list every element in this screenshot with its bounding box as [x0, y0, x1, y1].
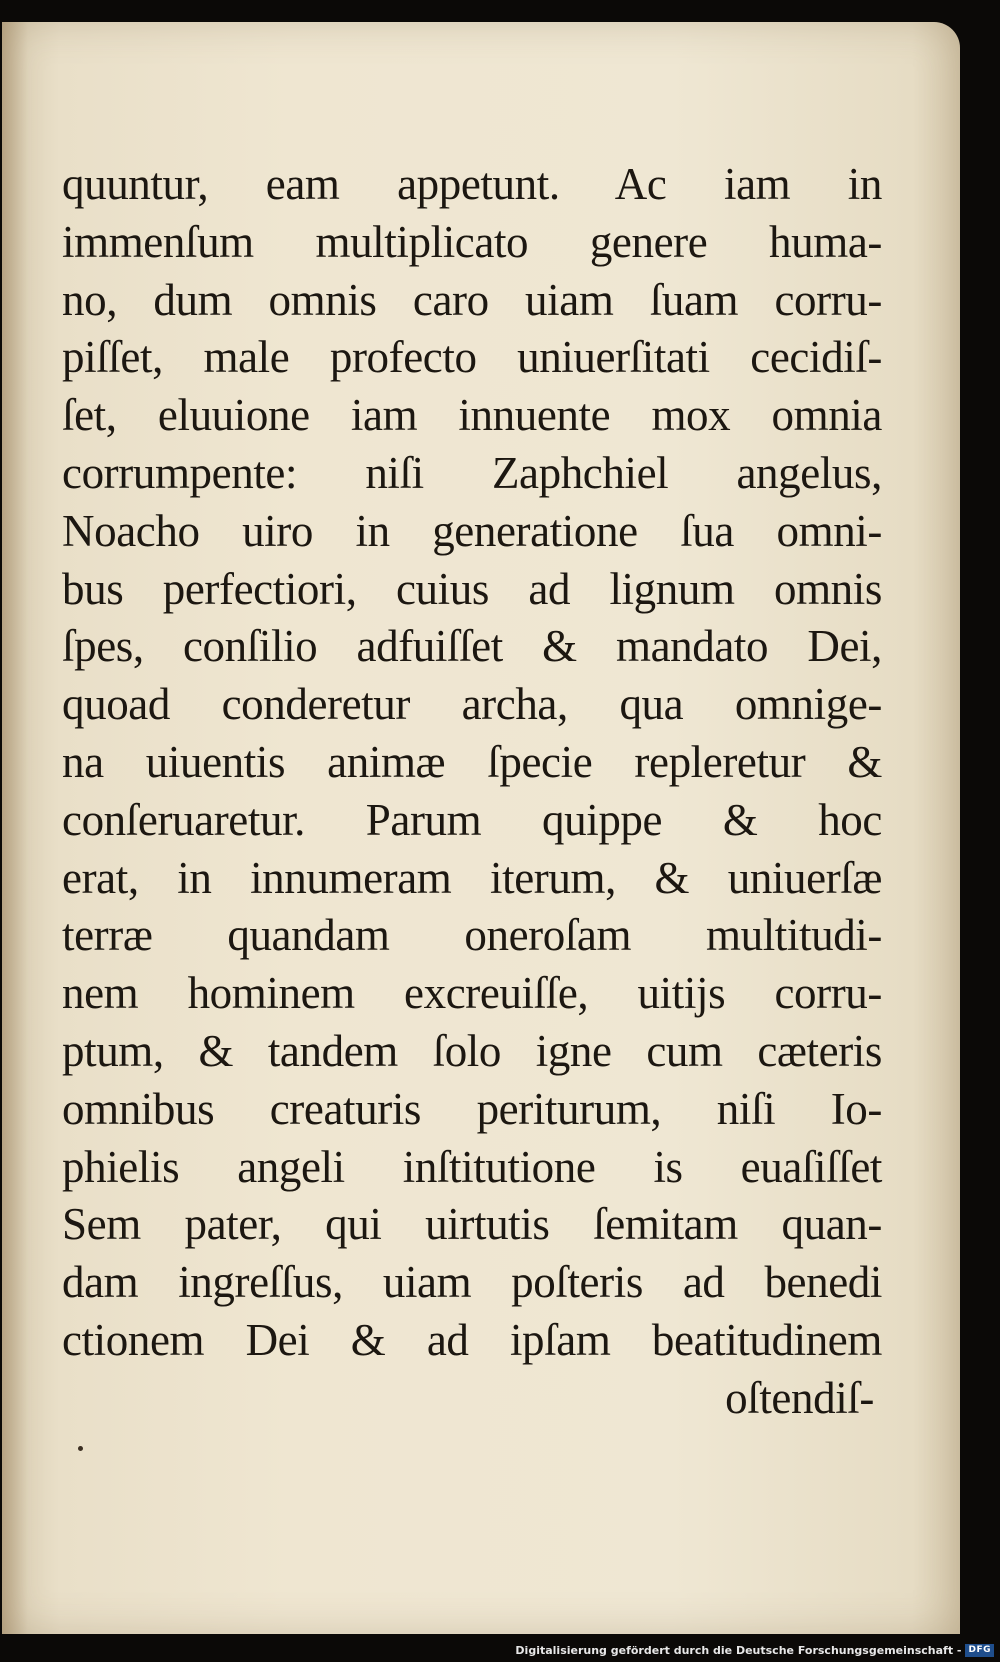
ink-speck	[78, 1446, 83, 1451]
text-line: Noacho uiro in generatione ſua omni-	[62, 505, 882, 556]
text-line: ptum, & tandem ſolo igne cum cæteris	[62, 1025, 882, 1076]
text-line: nem hominem excreuiſſe, uitijs corru-	[62, 968, 882, 1019]
dfg-logo: DFG	[965, 1644, 994, 1657]
text-line: phielis angeli inſtitutione is euaſiſſet	[62, 1141, 882, 1192]
page-text	[62, 156, 882, 1428]
text-line: bus perfectiori, cuius ad lignum omnis	[62, 563, 882, 614]
text-line: ctionem Dei & ad ipſam beatitudinem	[62, 1314, 882, 1365]
text-line: Sem pater, qui uirtutis ſemitam quan-	[62, 1199, 882, 1250]
text-line: ſpes, conſilio adfuiſſet & mandato Dei,	[62, 621, 882, 672]
text-line: corrumpente: niſi Zaphchiel angelus,	[62, 447, 882, 498]
text-line: ſet, eluuione iam innuente mox omnia	[62, 390, 882, 441]
text-line: conſeruaretur. Parum quippe & hoc	[62, 794, 882, 845]
text-line: no, dum omnis caro uiam ſuam corru-	[62, 274, 882, 325]
catchword: oſtendiſ-	[725, 1372, 874, 1423]
text-line: terræ quandam oneroſam multitudi-	[62, 910, 882, 961]
text-line: immenſum multiplicato genere huma-	[62, 216, 882, 267]
credit-text: Digitalisierung gefördert durch die Deutsche Forschungsgemeinschaft -	[515, 1643, 962, 1657]
text-line: dam ingreſſus, uiam poſteris ad benedi	[62, 1257, 882, 1308]
text-line: na uiuentis animæ ſpecie repleretur &	[62, 736, 882, 787]
text-line: quoad conderetur archa, qua omnige-	[62, 679, 882, 730]
book-page	[2, 22, 960, 1634]
text-line: quuntur, eam appetunt. Ac iam in	[62, 159, 882, 209]
text-line: piſſet, male profecto uniuerſitati cecidiſ-	[62, 332, 882, 383]
text-line: erat, in innumeram iterum, & uniuerſæ	[62, 852, 882, 903]
text-line: omnibus creaturis periturum, niſi Io-	[62, 1083, 882, 1134]
digitization-credit	[515, 1642, 994, 1658]
